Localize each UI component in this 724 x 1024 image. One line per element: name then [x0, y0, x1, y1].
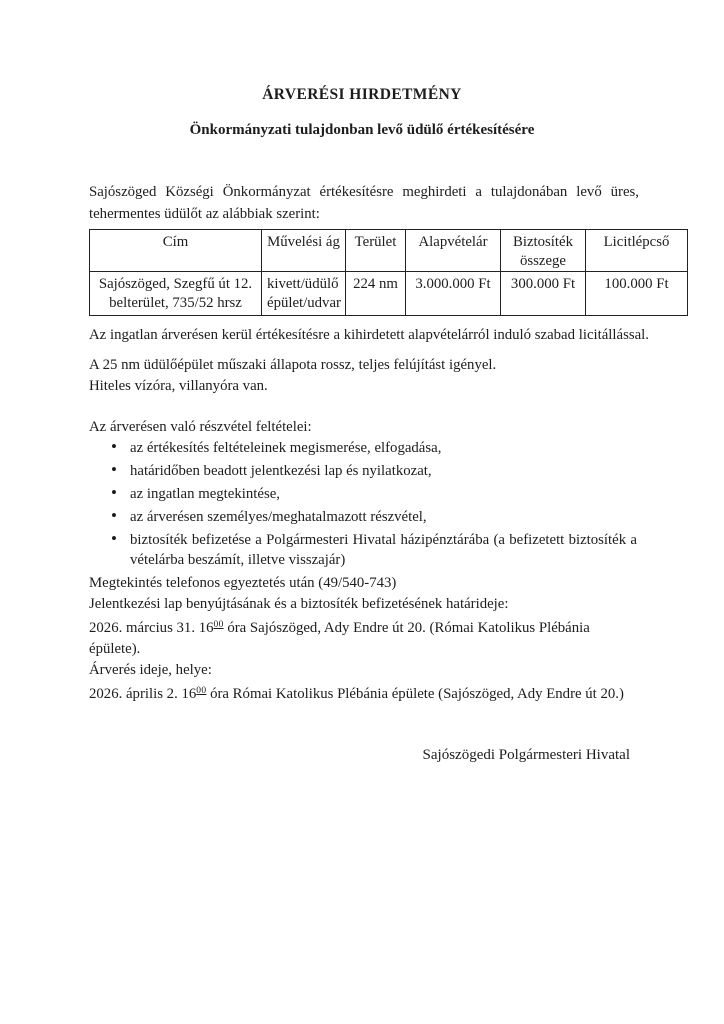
signature-block: [0, 747, 724, 764]
auction-date-prefix: 2026. április 2. 16: [89, 686, 197, 702]
col-header-alapvetelar: Alapvételár: [406, 230, 501, 272]
document-subtitle: Önkormányzati tulajdonban levő üdülő értékesítésére: [189, 122, 535, 138]
auction-hour-superscript: 00: [196, 686, 207, 696]
cell-bid-step: 100.000 Ft: [586, 272, 688, 316]
intro-line-2: tehermentes üdülőt az alábbiak szerint:: [89, 205, 320, 222]
cell-cultivation: kivett/üdülő épület/udvar: [262, 272, 346, 316]
table-row: [90, 272, 688, 316]
deadline-date-line: [89, 615, 639, 660]
col-header-licitlepcso: Licitlépcső: [586, 230, 688, 272]
col-header-cim: Cím: [90, 230, 262, 272]
property-table-body: [90, 272, 688, 316]
intro-line-1: Sajószöged Községi Önkormányzat értékesítésre meghirdeti a tulajdonában levő üres,: [89, 184, 639, 200]
list-item: • biztosíték befizetése a Polgármesteri Hivatal házipénztárába (a befizetett biztosíték a vételárba beszámít, illetve visszajár): [89, 530, 637, 571]
document-header: [0, 86, 724, 138]
viewing-info: Megtekintés telefonos egyeztetés után (49/540-743): [89, 575, 397, 591]
list-item: • határidőben beadott jelentkezési lap és nyilatkozat,: [89, 461, 637, 482]
cell-base-price: 3.000.000 Ft: [406, 272, 501, 316]
table-header-row: [90, 230, 688, 272]
condition-paragraph: [89, 355, 639, 398]
document-title: ÁRVERÉSI HIRDETMÉNY: [262, 86, 462, 103]
intro-paragraph: [89, 182, 639, 225]
participation-conditions-list: [89, 438, 637, 571]
deadline-hour-superscript: 00: [213, 620, 224, 630]
list-item: • az ingatlan megtekintése,: [89, 484, 637, 505]
col-header-terulet: Terület: [346, 230, 406, 272]
cell-deposit: 300.000 Ft: [501, 272, 586, 316]
col-header-biztositek: Biztosíték összege: [501, 230, 586, 272]
cell-area: 224 nm: [346, 272, 406, 316]
schedule-info: [89, 573, 639, 705]
auction-note: Az ingatlan árverésen kerül értékesítésre a kihirdetett alapvételárról induló szabad licitállással.: [89, 327, 649, 343]
col-header-muvelesi-ag: Művelési ág: [262, 230, 346, 272]
participation-heading: Az árverésen való részvétel feltételei:: [89, 418, 312, 435]
property-table-header: [90, 230, 688, 272]
document-body: [0, 182, 687, 705]
cell-address: Sajószöged, Szegfű út 12. belterület, 735/52 hrsz: [90, 272, 262, 316]
deadline-heading: Jelentkezési lap benyújtásának és a biztosíték befizetésének határideje:: [89, 596, 509, 612]
condition-line-2: Hiteles vízóra, villanyóra van.: [89, 378, 268, 394]
deadline-date-prefix: 2026. március 31. 16: [89, 620, 214, 636]
list-item: • az árverésen személyes/meghatalmazott részvétel,: [89, 507, 637, 528]
deadline-date-suffix: óra Sajószöged, Ady Endre út 20. (Római Katolikus Plébánia épülete).: [89, 620, 590, 657]
condition-line-1: A 25 nm üdülőépület műszaki állapota rossz, teljes felújítást igényel.: [89, 356, 497, 373]
list-item: • az értékesítés feltételeinek megismerése, elfogadása,: [89, 438, 637, 459]
property-table: [89, 229, 688, 316]
auction-time-heading: Árverés ideje, helye:: [89, 662, 212, 678]
auction-date-line: [89, 681, 639, 705]
auction-date-suffix: óra Római Katolikus Plébánia épülete (Sajószöged, Ady Endre út 20.): [206, 686, 624, 702]
signature-text: Sajószögedi Polgármesteri Hivatal: [422, 747, 630, 763]
